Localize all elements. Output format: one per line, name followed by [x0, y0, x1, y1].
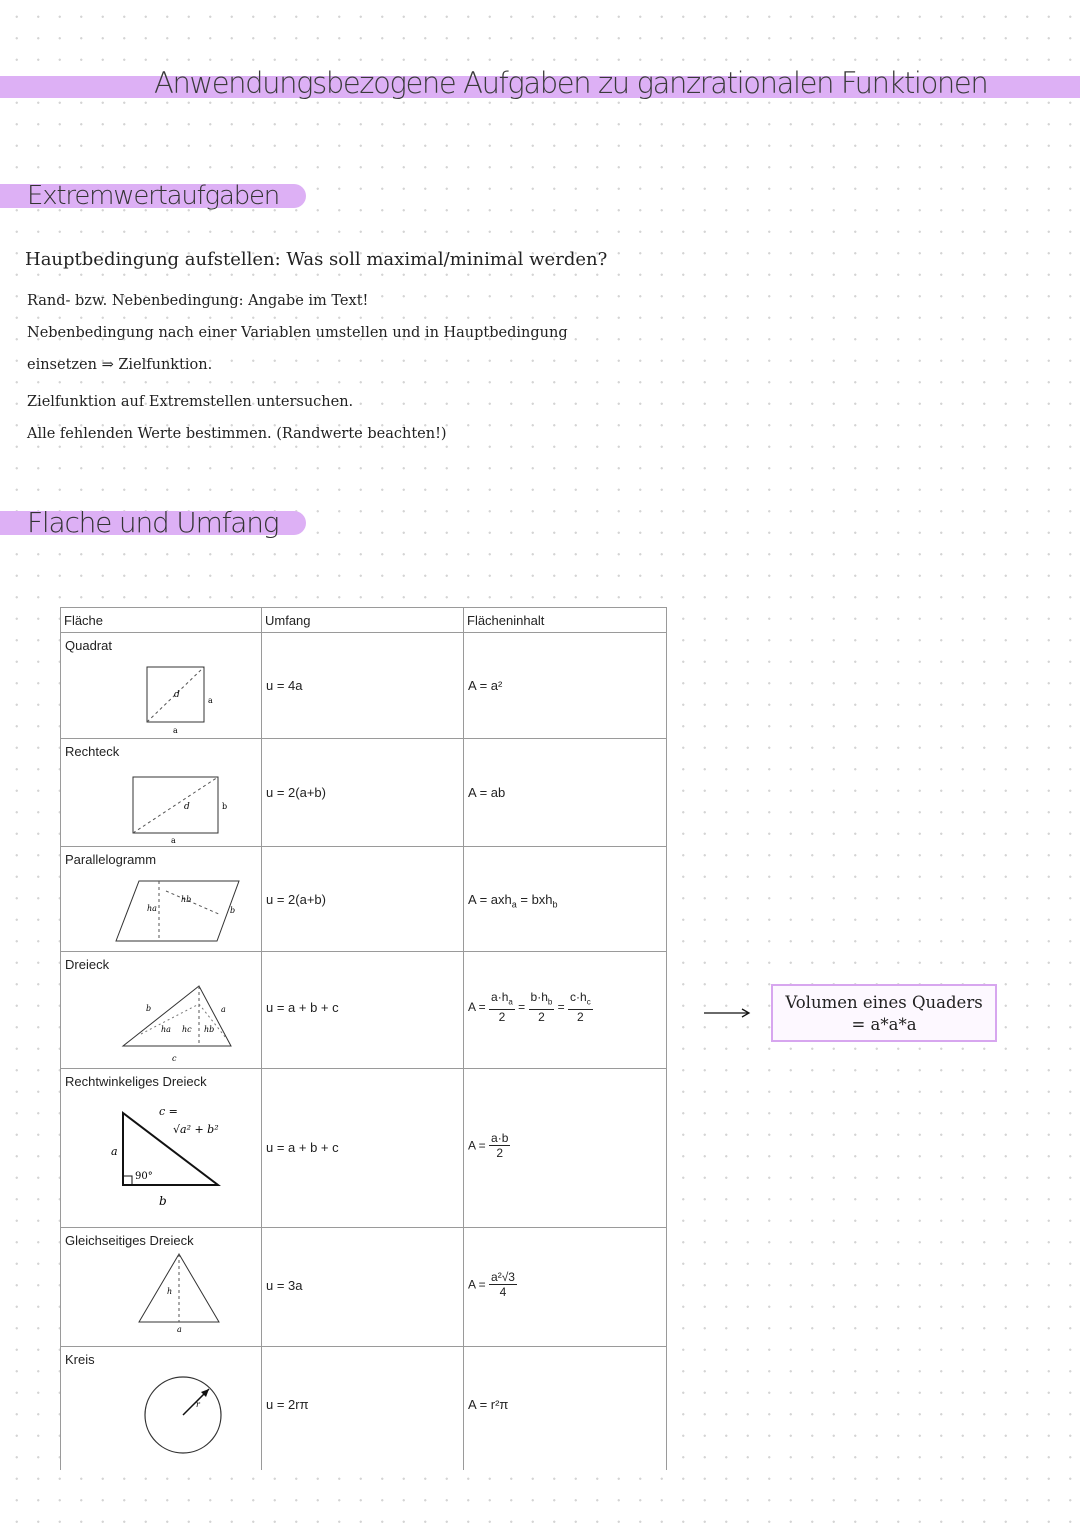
- page-title: Anwendungsbezogene Aufgaben zu ganzrationalen Funktionen: [154, 66, 988, 100]
- section-heading-flaeche: Flache und Umfang: [27, 506, 279, 539]
- svg-text:b: b: [159, 1194, 167, 1208]
- shape-name: Rechteck: [65, 744, 120, 759]
- shape-name: Rechtwinkeliges Dreieck: [65, 1074, 207, 1089]
- shape-cell: [61, 1069, 262, 1228]
- svg-text:b: b: [230, 906, 236, 915]
- perimeter-formula: u = 2rπ: [266, 1397, 309, 1412]
- area-cell: [464, 633, 667, 739]
- table-row: [61, 847, 667, 952]
- shape-cell: [61, 952, 262, 1069]
- shape-cell: [61, 1347, 262, 1470]
- svg-text:a: a: [111, 1145, 118, 1158]
- svg-text:a: a: [171, 836, 176, 843]
- svg-text:hb: hb: [204, 1025, 215, 1034]
- step-line: Rand- bzw. Nebenbedingung: Angabe im Text!: [27, 293, 369, 309]
- svg-text:ha: ha: [147, 904, 157, 913]
- svg-text:a: a: [177, 1325, 182, 1334]
- area-formula: A = r²π: [468, 1397, 509, 1412]
- svg-text:a: a: [173, 726, 178, 735]
- svg-text:ha: ha: [161, 1025, 171, 1034]
- perimeter-formula: u = 2(a+b): [266, 892, 326, 907]
- triangle-figure: [81, 976, 241, 1068]
- step-line: Zielfunktion auf Extremstellen untersuchen.: [27, 394, 354, 410]
- perimeter-cell: [262, 1347, 464, 1470]
- svg-text:a: a: [208, 696, 213, 705]
- perimeter-cell: [262, 847, 464, 952]
- table-row: [61, 633, 667, 739]
- volume-note-box: [771, 984, 997, 1042]
- step-line: Nebenbedingung nach einer Variablen umstellen und in Hauptbedingung: [27, 325, 568, 341]
- svg-text:90°: 90°: [135, 1171, 153, 1182]
- shape-name: Quadrat: [65, 638, 112, 653]
- perimeter-cell: [262, 952, 464, 1069]
- main-condition: Hauptbedingung aufstellen: Was soll maximal/minimal werden?: [25, 249, 608, 270]
- svg-text:h: h: [167, 1287, 173, 1296]
- rectangle-figure: [81, 763, 241, 843]
- header-cell: Umfang: [262, 608, 464, 633]
- shape-name: Parallelogramm: [65, 852, 157, 867]
- shape-name: Dreieck: [65, 957, 110, 972]
- svg-text:a: a: [221, 1005, 226, 1014]
- area-formula: A = ab: [468, 785, 506, 800]
- circle-figure: [81, 1371, 241, 1457]
- svg-text:c: c: [172, 1054, 177, 1063]
- section-heading-extremwert: Extremwertaufgaben: [27, 181, 280, 211]
- area-cell: [464, 1228, 667, 1347]
- shape-cell: [61, 847, 262, 952]
- svg-text:d: d: [174, 690, 180, 700]
- svg-text:r: r: [196, 1400, 200, 1409]
- header-cell: Fläche: [61, 608, 262, 633]
- area-cell: [464, 739, 667, 847]
- perimeter-formula: u = 2(a+b): [266, 785, 326, 800]
- perimeter-cell: [262, 739, 464, 847]
- square-figure: [81, 657, 241, 737]
- svg-text:b: b: [146, 1004, 152, 1013]
- perimeter-formula: u = a + b + c: [266, 1000, 339, 1015]
- volume-note-formula: = a*a*a: [851, 1015, 917, 1034]
- svg-text:d: d: [184, 802, 190, 812]
- area-cell: [464, 1347, 667, 1470]
- perimeter-formula: u = 4a: [266, 678, 303, 693]
- perimeter-cell: [262, 1069, 464, 1228]
- right-triangle-figure: [81, 1093, 241, 1211]
- shape-cell: [61, 633, 262, 739]
- area-cell: [464, 952, 667, 1069]
- perimeter-formula: u = 3a: [266, 1278, 303, 1293]
- area-formula: A = $\frac{a\cdot b}{2}$: [468, 1131, 509, 1160]
- area-formula: A = a²: [468, 678, 503, 693]
- svg-text:b: b: [222, 802, 228, 811]
- step-line: einsetzen ⇒ Zielfunktion.: [27, 357, 213, 373]
- arrow-right-icon: [704, 1005, 754, 1021]
- shape-cell: [61, 739, 262, 847]
- table-row: [61, 1228, 667, 1347]
- svg-text:hb: hb: [181, 895, 192, 904]
- table-header-row: [61, 608, 667, 633]
- table-row: [61, 739, 667, 847]
- svg-text:c =: c =: [159, 1105, 178, 1118]
- shape-cell: [61, 1228, 262, 1347]
- volume-note-line: Volumen eines Quaders: [785, 993, 983, 1012]
- svg-text:hc: hc: [182, 1025, 192, 1034]
- perimeter-formula: u = a + b + c: [266, 1140, 339, 1155]
- area-cell: [464, 1069, 667, 1228]
- svg-text:√a² + b²: √a² + b²: [173, 1123, 219, 1136]
- step-line: Alle fehlenden Werte bestimmen. (Randwerte beachten!): [27, 426, 447, 442]
- table-row: [61, 952, 667, 1069]
- perimeter-cell: [262, 1228, 464, 1347]
- perimeter-cell: [262, 633, 464, 739]
- area-formula: A = $\frac{\text{a²√3}}{4}$: [468, 1270, 515, 1299]
- formula-table: [60, 607, 667, 1470]
- equilateral-triangle-figure: [81, 1252, 241, 1336]
- shape-name: Gleichseitiges Dreieck: [65, 1233, 194, 1248]
- header-cell: Flächeninhalt: [464, 608, 667, 633]
- area-formula: A = axh$_a$ = bxh$_b$: [468, 892, 558, 910]
- table-row: [61, 1069, 667, 1228]
- area-formula: A = $\frac{a\cdot h_a}{2}$ = $\frac{b\cdot h_b}{2}$ = $\frac{c\cdot h_c}{2}$: [468, 990, 591, 1025]
- parallelogram-figure: [81, 871, 241, 947]
- shape-name: Kreis: [65, 1352, 95, 1367]
- table-row: [61, 1347, 667, 1470]
- area-cell: [464, 847, 667, 952]
